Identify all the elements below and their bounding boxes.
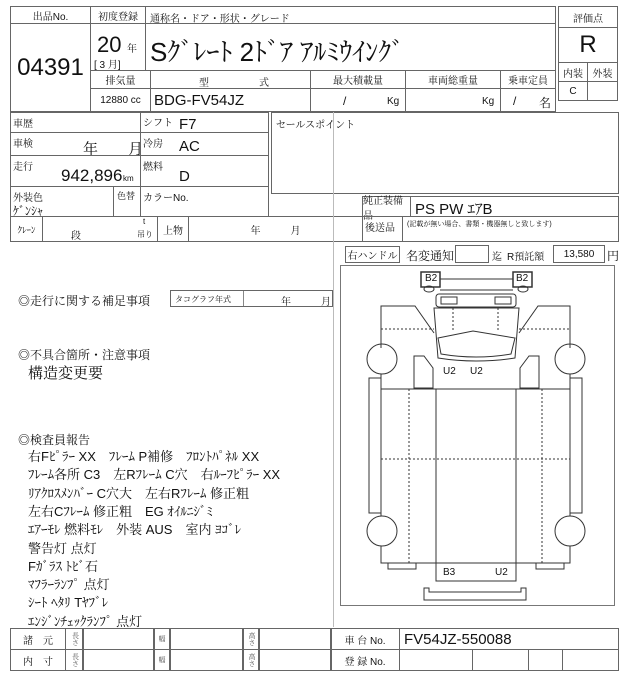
exterior-grade <box>587 81 618 101</box>
grade-value: R <box>558 27 618 63</box>
damage-mark: U2 <box>443 366 456 377</box>
divider <box>333 112 334 627</box>
length-label: 長さ <box>65 628 84 650</box>
inspection-label: 車検 <box>13 139 33 150</box>
sales-point-cell <box>271 112 619 194</box>
registration-number-label: 登 録 No. <box>330 649 400 671</box>
registration-cell <box>562 649 619 671</box>
max-load-label: 最大積載量 <box>310 70 406 89</box>
gross-weight-label: 車両総重量 <box>405 70 501 89</box>
year-unit: 年 <box>127 44 137 55</box>
capacity-unit: 名 <box>539 96 552 110</box>
fuel-cell <box>140 155 269 187</box>
width-label: 幅 <box>153 649 171 671</box>
equipment-value: PS PW ｴｱB <box>410 196 619 217</box>
damage-mark: B2 <box>516 273 529 284</box>
damage-mark: B3 <box>443 567 456 578</box>
first-registration-year: 20 <box>97 32 122 57</box>
ac-label: 冷房 <box>143 139 163 150</box>
first-registration-month: [ 3 月] <box>94 60 121 71</box>
capacity-cell <box>500 88 556 112</box>
lot-number: 04391 <box>10 23 91 112</box>
chassis-number: FV54JZ-550088 <box>399 628 619 650</box>
crane-label: ｸﾚｰﾝ <box>10 216 43 242</box>
crane-cell <box>42 216 158 242</box>
color-value: ｹﾞﾝｼｬ <box>13 204 44 218</box>
crane-stage: 段 <box>71 231 81 242</box>
crane-tonnage-unit: t <box>143 217 146 226</box>
until-label: 迄 <box>492 252 502 263</box>
inspector-report-label: ◎検査員報告 <box>18 433 91 447</box>
inspection-cell <box>10 132 144 158</box>
truck-outline <box>367 279 585 600</box>
tachograph-label: タコグラフ年式 <box>175 295 231 304</box>
recycle-amount: 13,580 <box>553 245 605 263</box>
name-change-label: 名変通知 <box>406 249 455 263</box>
color-label: 外装色 <box>13 193 43 204</box>
inspection-value: 年 月 <box>83 141 144 158</box>
shift-cell <box>140 112 269 133</box>
report-line: ﾏﾌﾗｰﾗﾝﾌﾟ 点灯 <box>28 577 110 593</box>
color-change-label: 色替 <box>117 191 136 201</box>
defect-text: 構造変更要 <box>28 365 104 382</box>
fuel-label: 燃料 <box>143 162 163 173</box>
ac-value: AC <box>179 138 200 155</box>
report-line: ｴｱｰﾓﾚ 燃料ﾓﾚ 外装 AUS 室内 ﾖｺﾞﾚ <box>28 522 242 538</box>
shift-value: F7 <box>179 116 197 133</box>
gross-weight-cell <box>405 88 501 112</box>
displacement-value: 12880 cc <box>90 88 151 112</box>
damage-mark: B2 <box>425 273 438 284</box>
body-label: 上物 <box>157 216 189 242</box>
mileage-value: 942,896 <box>61 166 123 185</box>
first-registration-label: 初度登録 <box>90 6 146 24</box>
model-label-cell <box>150 70 311 89</box>
driving-notes-label: ◎走行に関する補足事項 <box>18 294 151 308</box>
equipment-label: 純正装備品 <box>362 196 411 217</box>
mileage-unit: km <box>123 174 134 183</box>
gross-weight-unit: Kg <box>482 96 495 107</box>
capacity-label: 乗車定員 <box>500 70 556 89</box>
mileage-label: 走行 <box>13 162 33 173</box>
length-label: 長さ <box>65 649 84 671</box>
body-date: 年 月 <box>188 216 363 242</box>
report-line: ﾌﾚｰﾑ各所 C3 左Rﾌﾚｰﾑ C穴 右ﾙｰﾌﾋﾟﾗｰ XX <box>28 467 281 483</box>
divider <box>243 291 244 306</box>
report-line: 警告灯 点灯 <box>28 540 97 556</box>
report-line: ｼｰﾄ ﾍﾀﾘ Tﾔﾌﾞﾚ <box>28 595 109 611</box>
interior-label: 内装 <box>558 62 588 82</box>
history-label: 車歴 <box>13 119 33 130</box>
first-registration-cell <box>90 23 146 71</box>
lot-number-label: 出品No. <box>10 6 91 24</box>
model-label-2: 式 <box>259 78 269 89</box>
color-number-label: カラーNo. <box>143 193 189 204</box>
damage-mark: U2 <box>470 366 483 377</box>
model-label: 型 <box>199 78 209 89</box>
tachograph-value: 年 月 <box>281 297 331 308</box>
inner-dimensions-label: 内 寸 <box>10 649 66 671</box>
color-cell <box>10 186 114 217</box>
registration-cell <box>528 649 563 671</box>
rhd-badge: 右ハンドル <box>345 246 400 263</box>
color-number-cell <box>140 186 269 217</box>
fuel-value: D <box>179 168 190 185</box>
capacity-value: / <box>513 94 517 108</box>
history-cell <box>10 112 141 133</box>
max-load-unit: Kg <box>387 96 400 107</box>
dimensions-label: 諸 元 <box>10 628 66 650</box>
max-load-cell <box>310 88 406 112</box>
color-change-cell <box>113 186 141 217</box>
registration-cell <box>399 649 473 671</box>
report-line: Fｶﾞﾗｽ ﾄﾋﾞ石 <box>28 558 99 574</box>
damage-mark: U2 <box>495 567 508 578</box>
exterior-label: 外装 <box>587 62 618 82</box>
vehicle-name-label: 通称名・ドア・形状・グレード <box>145 6 556 24</box>
height-value <box>258 628 332 650</box>
displacement-label: 排気量 <box>90 70 151 89</box>
model-value: BDG-FV54JZ <box>150 88 311 112</box>
width-label: 幅 <box>153 628 171 650</box>
tachograph-box <box>170 290 333 307</box>
height-label: 高さ <box>242 628 260 650</box>
defect-label: ◎不具合箇所・注意事項 <box>18 348 151 362</box>
name-change-box <box>455 245 489 263</box>
length-value <box>82 649 155 671</box>
crane-lift: 吊り <box>137 230 153 239</box>
report-line: ﾘｱｸﾛｽﾒﾝﾊﾞｰ C穴大 左右Rﾌﾚｰﾑ 修正粗 <box>28 485 250 501</box>
mileage-cell <box>10 155 141 187</box>
report-line: 右Fﾋﾟﾗｰ XX ﾌﾚｰﾑ P補修 ﾌﾛﾝﾄﾊﾟﾈﾙ XX <box>28 449 260 464</box>
sales-point-label: セールスポイント <box>276 120 356 131</box>
max-load-value: / <box>343 94 347 108</box>
ac-cell <box>140 132 269 156</box>
height-label: 高さ <box>242 649 260 671</box>
height-value <box>258 649 332 671</box>
yen-unit: 円 <box>607 249 620 263</box>
recycle-label: R預託額 <box>507 252 545 263</box>
width-value <box>169 628 244 650</box>
length-value <box>82 628 155 650</box>
report-line: ｴﾝｼﾞﾝﾁｪｯｸﾗﾝﾌﾟ 点灯 <box>28 613 143 629</box>
vehicle-name: Sｸﾞﾚｰﾄ 2ﾄﾞｱ ｱﾙﾐｳｲﾝｸﾞ <box>145 23 556 71</box>
registration-cell <box>472 649 529 671</box>
later-items-label: 後送品 <box>362 216 403 242</box>
grade-label: 評価点 <box>558 6 618 28</box>
chassis-number-label: 車 台 No. <box>330 628 400 650</box>
shift-label: シフト <box>143 118 173 129</box>
report-line: 左右Cﾌﾚｰﾑ 修正粗 EG ｵｲﾙﾆｼﾞﾐ <box>28 503 213 519</box>
damage-diagram <box>340 265 615 606</box>
width-value <box>169 649 244 671</box>
interior-grade: C <box>558 81 588 101</box>
later-items-note: (記載が無い場合、書類・機器無しと致します) <box>402 216 619 242</box>
